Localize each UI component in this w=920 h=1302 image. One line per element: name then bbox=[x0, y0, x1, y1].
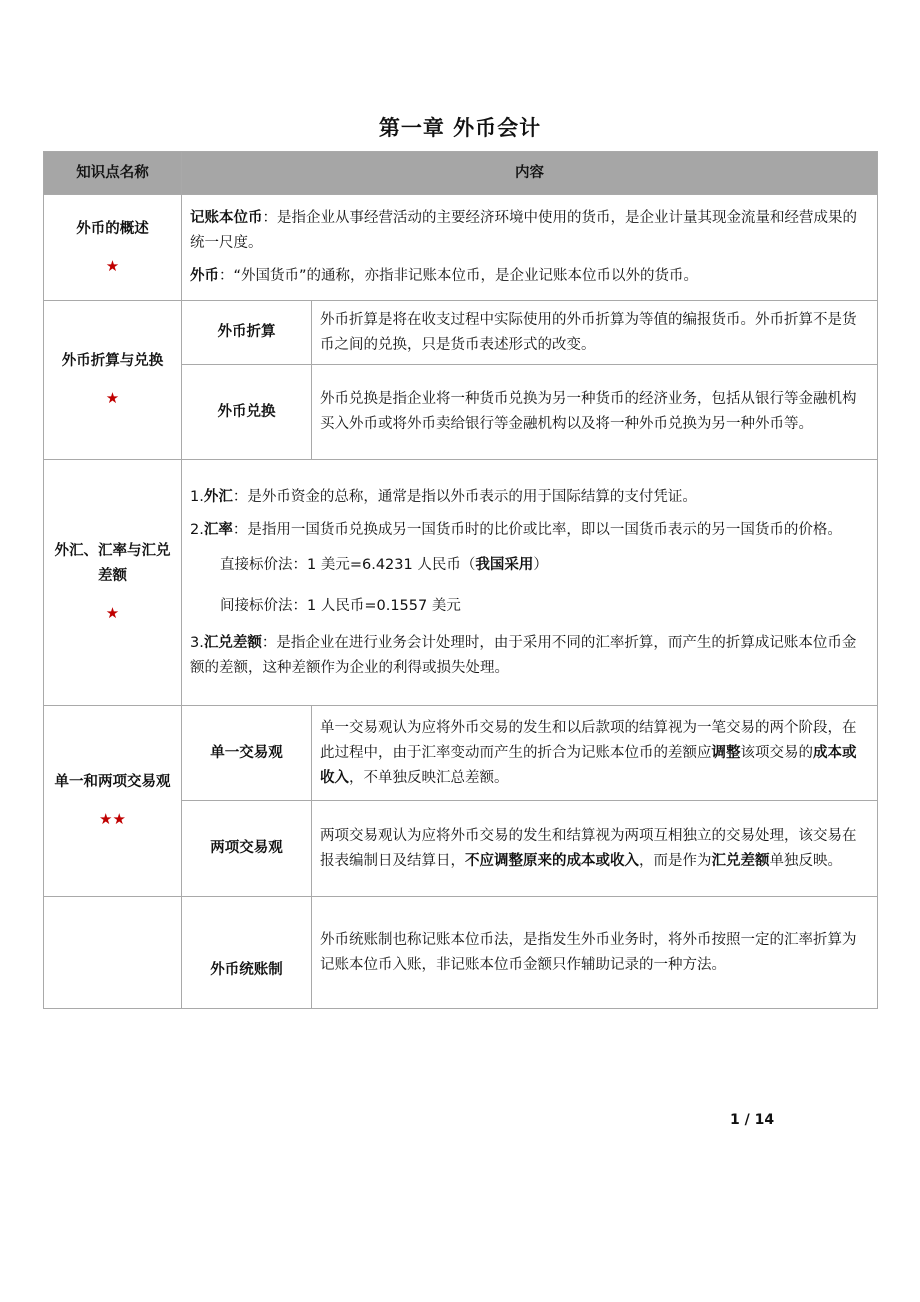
sub-content: 外币统账制也称记账本位币法，是指发生外币业务时，将外币按照一定的汇率折算为记账本位币入账，非记账本位币金额只作辅助记录的一种方法。 bbox=[312, 897, 878, 1009]
paragraph bbox=[190, 518, 869, 543]
term: 外币 bbox=[190, 268, 219, 284]
header-content: 内容 bbox=[182, 152, 878, 195]
paragraph bbox=[190, 264, 869, 289]
term: 成本或收入 bbox=[320, 744, 857, 786]
sub-name: 外币统账制 bbox=[182, 897, 312, 1009]
text: ，而是作为 bbox=[639, 852, 712, 869]
star-icon: ★ bbox=[105, 389, 120, 407]
paragraph bbox=[190, 553, 869, 578]
sub-content: 外币兑换是指企业将一种货币兑换为另一种货币的经济业务，包括从银行等金融机构买入外币或将外币卖给银行等金融机构以及将一种外币兑换为另一种外币等。 bbox=[312, 365, 878, 460]
row-name bbox=[44, 195, 182, 301]
text: ：“外国货币”的通称，亦指非记账本位币，是企业记账本位币以外的货币。 bbox=[219, 268, 699, 284]
row-name-label: 单一和两项交易观 bbox=[54, 774, 171, 790]
table-row bbox=[44, 301, 878, 365]
row-name bbox=[44, 706, 182, 897]
table-row bbox=[44, 706, 878, 801]
paragraph bbox=[190, 485, 869, 510]
paragraph bbox=[190, 206, 869, 256]
table-row bbox=[44, 460, 878, 706]
text: 直接标价法：1 美元=6.4231 人民币（ bbox=[220, 556, 476, 573]
sub-name: 两项交易观 bbox=[182, 801, 312, 897]
term: 我国采用 bbox=[475, 556, 534, 573]
text: ，不单独反映汇总差额。 bbox=[349, 769, 509, 786]
paragraph: 间接标价法：1 人民币=0.1557 美元 bbox=[220, 597, 461, 614]
paragraph bbox=[190, 631, 869, 681]
sub-name: 单一交易观 bbox=[182, 706, 312, 801]
star-icon: ★★ bbox=[99, 810, 126, 828]
term: 汇兑差额 bbox=[711, 852, 770, 869]
term: 汇率 bbox=[203, 521, 233, 538]
text: 单一交易观认为应将外币交易的发生和以后款项的结算视为一笔交易的两个阶段，在此过程中，由于汇率变动而产生的折合为记账本位币的差额应 bbox=[320, 719, 857, 761]
row-content bbox=[182, 195, 878, 301]
row-name bbox=[44, 897, 182, 1009]
text: 两项交易观认为应将外币交易的发生和结算视为两项互相独立的交易处理，该交易在报表编制日及结算日， bbox=[320, 827, 857, 869]
sub-name: 外币折算 bbox=[182, 301, 312, 365]
row-name-label: 外币折算与兑换 bbox=[61, 353, 164, 369]
row-name bbox=[44, 460, 182, 706]
term: 调整 bbox=[711, 744, 741, 761]
table-header-row bbox=[44, 152, 878, 195]
text: ：是指企业从事经营活动的主要经济环境中使用的货币，是企业计量其现金流量和经营成果的统一尺度。 bbox=[190, 210, 857, 251]
term: 汇兑差额 bbox=[203, 634, 262, 651]
text: 该项交易的 bbox=[740, 744, 813, 761]
number: 2. bbox=[190, 521, 204, 538]
table-row bbox=[44, 195, 878, 301]
knowledge-table bbox=[43, 151, 878, 1009]
table-row bbox=[44, 897, 878, 1009]
sub-content bbox=[312, 706, 878, 801]
sub-content: 外币折算是将在收支过程中实际使用的外币折算为等值的编报货币。外币折算不是货币之间的兑换，只是货币表述形式的改变。 bbox=[312, 301, 878, 365]
row-content bbox=[182, 460, 878, 706]
term: 不应调整原来的成本或收入 bbox=[465, 852, 639, 869]
row-name-label: 外汇、汇率与汇兑差额 bbox=[54, 543, 171, 584]
text: ：是外币资金的总称，通常是指以外币表示的用于国际结算的支付凭证。 bbox=[232, 488, 697, 505]
text: 单独反映。 bbox=[769, 852, 842, 869]
text: ：是指用一国货币兑换成另一国货币时的比价或比率，即以一国货币表示的另一国货币的价格。 bbox=[232, 521, 842, 538]
row-name bbox=[44, 301, 182, 460]
sub-content bbox=[312, 801, 878, 897]
star-icon: ★ bbox=[105, 256, 120, 275]
text: ：是指企业在进行业务会计处理时，由于采用不同的汇率折算，而产生的折算成记账本位币金额的差额，这种差额作为企业的利得或损失处理。 bbox=[190, 634, 857, 676]
page-number: 1 / 14 bbox=[730, 1112, 775, 1128]
term: 记账本位币 bbox=[190, 210, 263, 226]
sub-name: 外币兑换 bbox=[182, 365, 312, 460]
number: 1. bbox=[190, 488, 204, 505]
page-title: 第一章 外币会计 bbox=[378, 116, 542, 140]
term: 外汇 bbox=[203, 488, 233, 505]
star-icon: ★ bbox=[105, 604, 120, 622]
number: 3. bbox=[190, 634, 204, 651]
text: ） bbox=[533, 556, 548, 573]
row-name-label: 外币的概述 bbox=[76, 220, 149, 237]
header-name: 知识点名称 bbox=[44, 152, 182, 195]
